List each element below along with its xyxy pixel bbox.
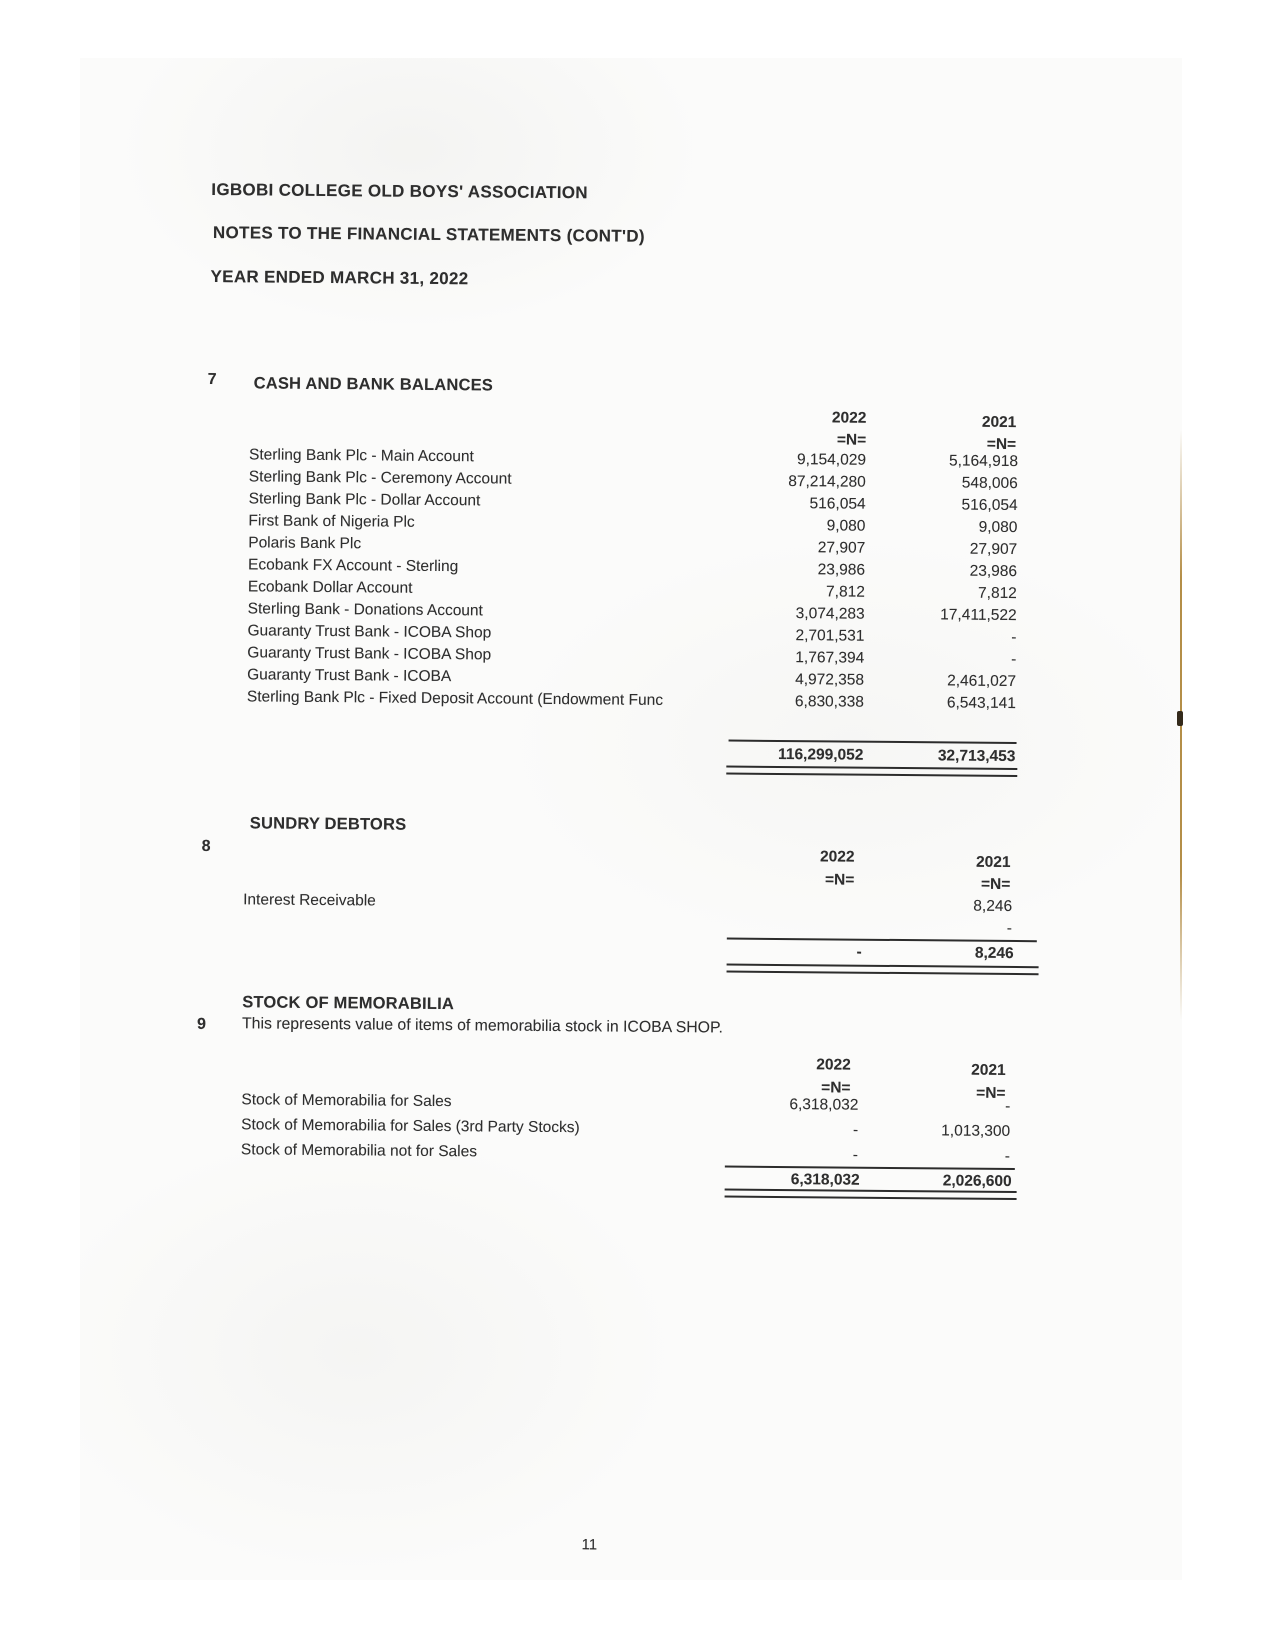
period-line: YEAR ENDED MARCH 31, 2022 [210,266,469,289]
section-8-number: 8 [201,837,211,856]
total-amount-2022: - [856,943,862,961]
s8-col-2022-currency: =N= [824,871,855,889]
document-subtitle: NOTES TO THE FINANCIAL STATEMENTS (CONT'D) [212,223,645,246]
s9-table [241,1091,1011,1173]
total-amount-2021: 8,246 [974,944,1014,963]
row-label: Sterling Bank - Donations Account [247,600,483,620]
amount-2022: 3,074,283 [795,605,865,623]
section-8-title: SUNDRY DEBTORS [249,814,407,834]
total-amount-2021: 32,713,453 [937,747,1016,766]
amount-2021: - [1004,1147,1011,1165]
s9-col-2022-header: 2022 [816,1056,851,1074]
amount-2021: 8,246 [973,897,1013,916]
document-title: IGBOBI COLLEGE OLD BOYS' ASSOCIATION [211,179,589,203]
s7-total-row [246,741,1015,770]
amount-2022: - [852,1121,859,1139]
s7-col-2021-header: 2021 [981,413,1017,432]
total-double-rule [727,964,1039,976]
total-rule-top [729,740,1017,745]
section-9-number: 9 [196,1015,207,1033]
amount-2022: 9,154,029 [796,451,867,469]
amount-2021: 23,986 [969,562,1018,581]
s7-col-2022-header: 2022 [831,409,867,427]
section-7-number: 7 [207,370,217,389]
section-7-title: CASH AND BANK BALANCES [253,374,494,395]
row-label [243,926,723,930]
amount-2021: - [1005,1097,1011,1116]
amount-2022 [723,908,860,909]
amount-2021: 9,080 [978,518,1018,537]
amount-2022: 6,830,338 [794,693,864,711]
row-label: Guaranty Trust Bank - ICOBA Shop [247,622,492,642]
total-double-rule [726,766,1017,778]
row-label: Guaranty Trust Bank - ICOBA [247,666,452,686]
total-amount-2021: 2,026,600 [942,1172,1012,1191]
amount-2021: 7,812 [977,584,1017,603]
row-label: Stock of Memorabilia for Sales [241,1091,452,1111]
row-label: Polaris Bank Plc [248,534,362,553]
s7-table [247,446,1018,717]
row-label: Interest Receivable [243,891,376,910]
s8-col-2022-header: 2022 [819,848,855,866]
amount-2021: - [1011,628,1017,647]
s9-col-2022-currency: =N= [821,1079,851,1097]
amount-2021: 516,054 [961,496,1018,515]
amount-2022: - [852,1146,859,1164]
amount-2021: - [1006,919,1013,938]
s7-col-2021-currency: =N= [986,435,1017,454]
amount-2021: 6,543,141 [946,694,1016,713]
section-9-title: STOCK OF MEMORABILIA [242,993,455,1014]
s7-col-2022-currency: =N= [836,431,867,449]
amount-2021: 17,411,522 [940,606,1017,625]
amount-2021: 5,164,918 [948,452,1019,471]
amount-2022: 6,318,032 [789,1096,859,1114]
amount-2021: 2,461,027 [947,672,1017,691]
amount-2021: 27,907 [969,540,1018,559]
amount-2022: 87,214,280 [788,473,866,491]
amount-2021: 1,013,300 [941,1122,1011,1140]
amount-2022: 2,701,531 [795,627,865,645]
total-amount-2022: 6,318,032 [790,1171,860,1189]
amount-2021: 548,006 [961,474,1018,493]
row-label: Sterling Bank Plc - Fixed Deposit Account (Endowment Func [246,688,664,709]
s8-total-row [245,938,1014,967]
amount-2022: 4,972,358 [795,671,865,689]
amount-2022 [723,930,860,931]
row-label: Sterling Bank Plc - Main Account [248,446,474,466]
row-label: Ecobank Dollar Account [247,578,413,597]
s9-col-2021-currency: =N= [976,1084,1006,1102]
amount-2022: 7,812 [825,583,865,601]
s8-table [243,891,1012,942]
amount-2022: 27,907 [817,539,866,557]
row-label: Stock of Memorabilia not for Sales [240,1141,478,1161]
amount-2022: 1,767,394 [795,649,865,667]
amount-2022: 516,054 [809,495,866,513]
amount-2021: - [1011,650,1017,669]
amount-2022: 23,986 [817,561,866,579]
total-double-rule [725,1189,1017,1201]
s8-col-2021-currency: =N= [980,875,1011,893]
s9-col-2021-header: 2021 [971,1061,1006,1079]
row-label: Stock of Memorabilia for Sales (3rd Party Stocks) [241,1116,580,1137]
s8-col-2021-header: 2021 [975,853,1011,871]
total-amount-2022: 116,299,052 [778,745,864,764]
row-label: Ecobank FX Account - Sterling [247,556,459,576]
row-label: Sterling Bank Plc - Ceremony Account [248,468,512,488]
row-label: Sterling Bank Plc - Dollar Account [248,490,481,510]
section-9-description: This represents value of items of memorabilia stock in ICOBA SHOP. [241,1015,723,1037]
page-number: 11 [581,1536,598,1554]
amount-2022: 9,080 [826,517,866,535]
row-label: Guaranty Trust Bank - ICOBA Shop [247,644,492,664]
row-label: First Bank of Nigeria Plc [248,512,415,531]
